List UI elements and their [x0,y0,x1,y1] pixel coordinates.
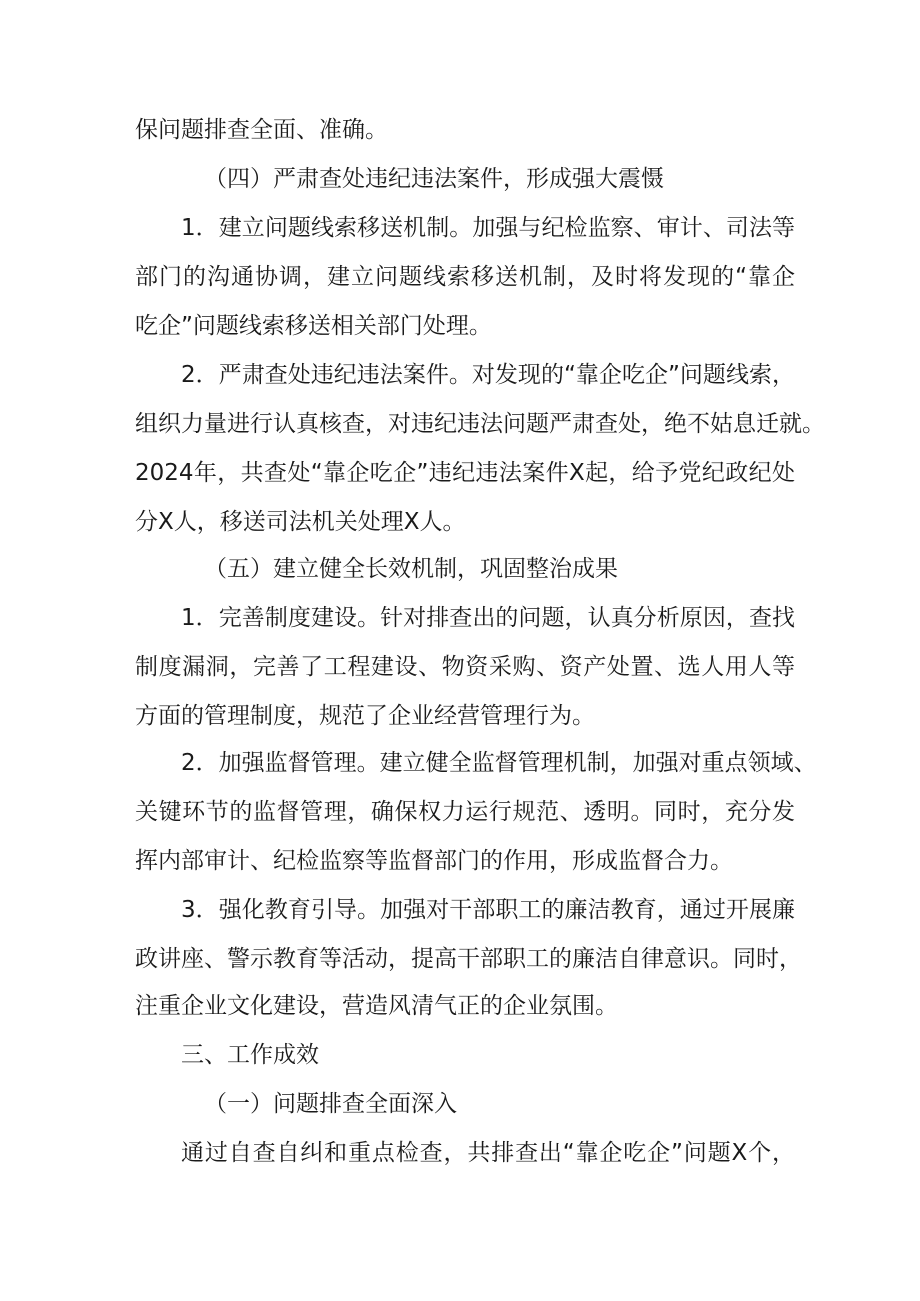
section-heading: 三、工作成效 [181,1042,319,1068]
text-line: 关键环节的监督管理，确保权力运行规范、透明。同时，充分发 [135,799,795,825]
text-line: 制度漏洞，完善了工程建设、物资采购、资产处置、选人用人等 [135,654,795,680]
text-line: 3．强化教育引导。加强对干部职工的廉洁教育，通过开展廉 [181,897,795,923]
text-line: 通过自查自纠和重点检查，共排查出“靠企吃企”问题X个， [181,1140,795,1166]
text-line: 1．建立问题线索移送机制。加强与纪检监察、审计、司法等 [181,215,795,241]
text-line: 1．完善制度建设。针对排查出的问题，认真分析原因，查找 [181,605,795,631]
text-line: 政讲座、警示教育等活动，提高干部职工的廉洁自律意识。同时， [135,946,802,972]
section-heading: （五）建立健全长效机制，巩固整治成果 [204,556,618,582]
text-line: 2024年，共查处“靠企吃企”违纪违法案件X起，给予党纪政纪处 [135,460,795,486]
text-line: 2．加强监督管理。建立健全监督管理机制，加强对重点领域、 [181,750,817,776]
text-line: 2．严肃查处违纪违法案件。对发现的“靠企吃企”问题线索， [181,362,795,388]
text-line: 吃企”问题线索移送相关部门处理。 [135,313,492,339]
text-line: 部门的沟通协调，建立问题线索移送机制，及时将发现的“靠企 [135,264,795,290]
text-line: 挥内部审计、纪检监察等监督部门的作用，形成监督合力。 [135,848,733,874]
text-line: 分X人，移送司法机关处理X人。 [135,509,466,535]
section-heading: （四）严肃查处违纪违法案件，形成强大震慑 [204,166,664,192]
text-line: 保问题排查全面、准确。 [135,117,388,143]
text-line: 组织力量进行认真核查，对违纪违法问题严肃查处，绝不姑息迁就。 [135,411,825,437]
text-line: 方面的管理制度，规范了企业经营管理行为。 [135,703,595,729]
text-line: 注重企业文化建设，营造风清气正的企业氛围。 [135,993,618,1019]
section-heading: （一）问题排查全面深入 [204,1091,457,1117]
